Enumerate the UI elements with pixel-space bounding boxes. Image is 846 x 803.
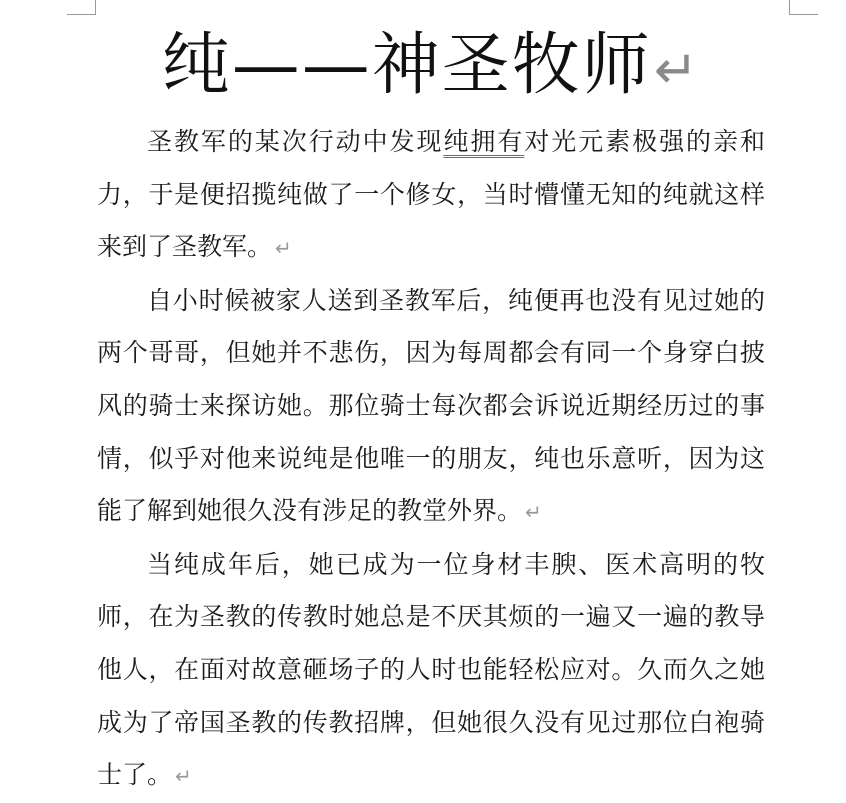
paragraph-3[interactable] [97,539,765,803]
paragraph-2-text: 自小时候被家人送到圣教军后，纯便再也没有见过她的两个哥哥，但她并不悲伤，因为每周都会有同一个身穿白披风的骑士来探访她。那位骑士每次都会诉说近期经历过的事情，似乎对他来说纯是他唯一的朋友，纯也乐意听，因为这能了解到她很久没有涉足的教堂外界。 [97,285,765,526]
paragraph-1[interactable] [97,116,765,275]
document-title-text: 纯——神圣牧师 [161,26,652,105]
paragraph-mark-icon: ↵ [175,764,192,789]
paragraph-2[interactable] [97,275,765,539]
paragraph-1-text-start: 圣教军的某次行动中发现 [147,127,444,156]
document-title[interactable] [97,20,765,116]
paragraph-mark-icon: ↵ [525,500,542,525]
paragraph-mark-icon: ↵ [653,39,701,101]
paragraph-3-text: 当纯成年后，她已成为一位身材丰腴、医术高明的牧师，在为圣教的传教时她总是不厌其烦的一遍又一遍的教导他人，在面对故意砸场子的人时也能轻松应对。久而久之她成为了帝国圣教的传教招牌，但她很久没有见过那位白袍骑士了。 [97,549,765,790]
margin-corner-top-left-icon [67,0,96,15]
paragraph-mark-icon: ↵ [275,236,292,261]
margin-corner-top-right-icon [789,0,818,15]
document-body[interactable] [97,20,765,803]
paragraph-1-text-end: 对光元素极强的亲和力，于是便招揽纯做了一个修女，当时懵懂无知的纯就这样来到了圣教军。 [97,127,765,262]
grammar-check-underline[interactable]: 纯拥有 [443,127,525,156]
